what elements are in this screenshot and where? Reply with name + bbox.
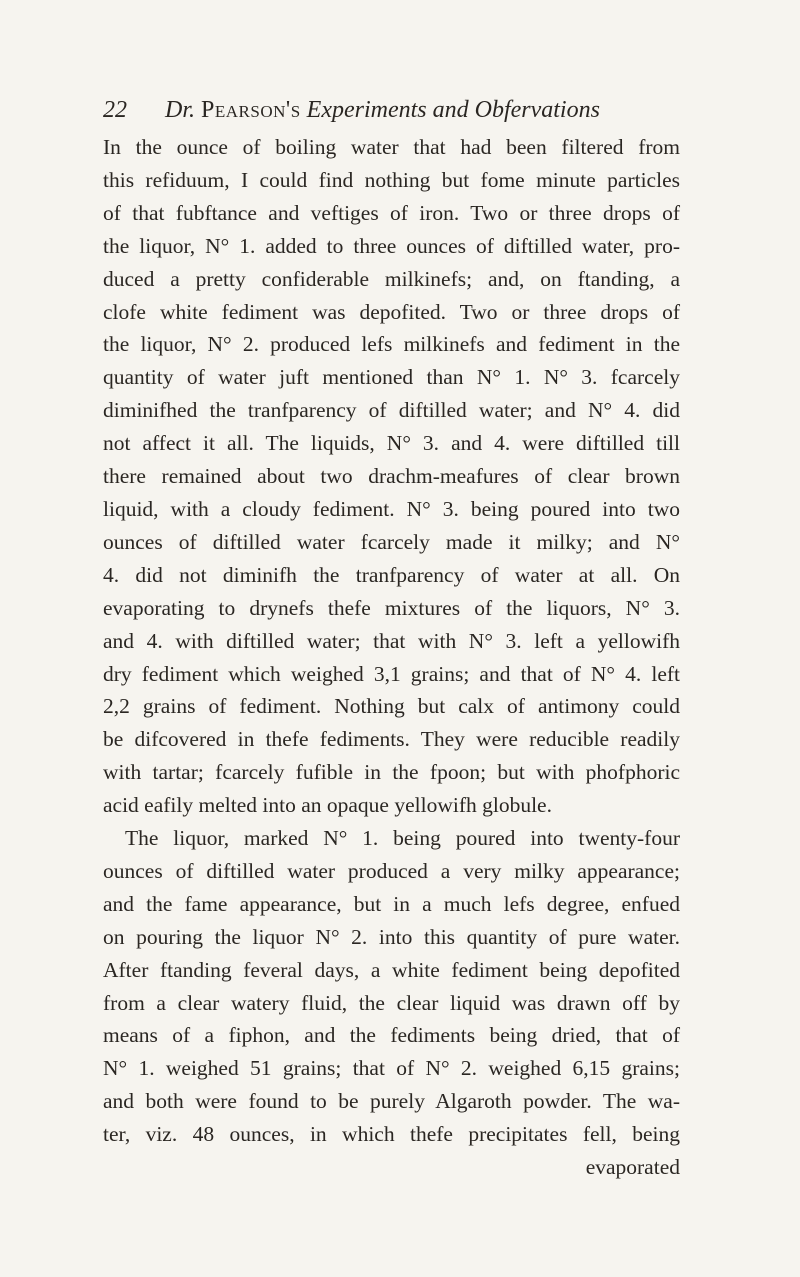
text-line: this refiduum, I could find nothing but fome minute particles bbox=[103, 167, 680, 192]
text-line: of that fubftance and veftiges of iron. Two or three drops of bbox=[103, 200, 680, 225]
text-line: duced a pretty confiderable milkinefs; and, on ftanding, a bbox=[103, 266, 680, 291]
text-line: acid eafily melted into an opaque yellowifh globule. bbox=[103, 793, 552, 818]
text-line: from a clear watery fluid, the clear liquid was drawn off by bbox=[103, 990, 680, 1015]
text-line: on pouring the liquor N° 2. into this quantity of pure water. bbox=[103, 924, 680, 949]
text-line: ounces of diftilled water produced a very milky appearance; bbox=[103, 858, 680, 883]
text-line: ounces of diftilled water fcarcely made it milky; and N° bbox=[103, 529, 680, 554]
text-line: with tartar; fcarcely fufible in the fpoon; but with phofphoric bbox=[103, 760, 680, 785]
text-line: diminifhed the tranfparency of diftilled water; and N° 4. did bbox=[103, 398, 680, 423]
text-line: and both were found to be purely Algaroth powder. The wa- bbox=[103, 1089, 680, 1114]
running-head-name: Pearson's bbox=[201, 97, 301, 123]
page-number: 22 bbox=[103, 97, 127, 123]
text-line: not affect it all. The liquids, N° 3. and 4. were diftilled till bbox=[103, 431, 680, 456]
running-head-prefix: Dr. bbox=[165, 97, 202, 123]
text-line: The liquor, marked N° 1. being poured into twenty-four bbox=[125, 826, 680, 851]
text-line: In the ounce of boiling water that had been filtered from bbox=[103, 135, 680, 159]
text-line: and the fame appearance, but in a much lefs degree, enfued bbox=[103, 891, 680, 916]
text-line: dry fediment which weighed 3,1 grains; and that of N° 4. left bbox=[103, 661, 680, 686]
text-line: 2,2 grains of fediment. Nothing but calx of antimony could bbox=[103, 694, 680, 719]
text-line: means of a fiphon, and the fediments being dried, that of bbox=[103, 1023, 680, 1048]
running-head-title: Experiments and Obfervations bbox=[300, 97, 600, 123]
text-line: the liquor, N° 1. added to three ounces of diftilled water, pro- bbox=[103, 233, 680, 258]
text-line: liquid, with a cloudy fediment. N° 3. being poured into two bbox=[103, 496, 680, 521]
text-line: quantity of water juft mentioned than N° 1. N° 3. fcarcely bbox=[103, 365, 680, 390]
text-line: evaporating to drynefs thefe mixtures of the liquors, N° 3. bbox=[103, 595, 680, 620]
text-line: there remained about two drachm-meafures of clear brown bbox=[103, 464, 680, 489]
text-line: clofe white fediment was depofited. Two or three drops of bbox=[103, 299, 680, 324]
body-text bbox=[103, 131, 680, 1184]
text-line: and 4. with diftilled water; that with N° 3. left a yellowifh bbox=[103, 628, 680, 653]
text-line: N° 1. weighed 51 grains; that of N° 2. weighed 6,15 grains; bbox=[103, 1056, 680, 1081]
running-head bbox=[165, 95, 600, 125]
text-line: ter, viz. 48 ounces, in which thefe precipitates fell, being bbox=[103, 1122, 680, 1147]
text-line: be difcovered in thefe fediments. They were reducible readily bbox=[103, 727, 680, 752]
catchword: evaporated bbox=[585, 1155, 680, 1180]
text-line: 4. did not diminifh the tranfparency of water at all. On bbox=[103, 562, 680, 587]
page-header bbox=[103, 95, 680, 129]
text-line: After ftanding feveral days, a white fediment being depofited bbox=[103, 957, 680, 982]
text-line: the liquor, N° 2. produced lefs milkinefs and fediment in the bbox=[103, 332, 680, 357]
